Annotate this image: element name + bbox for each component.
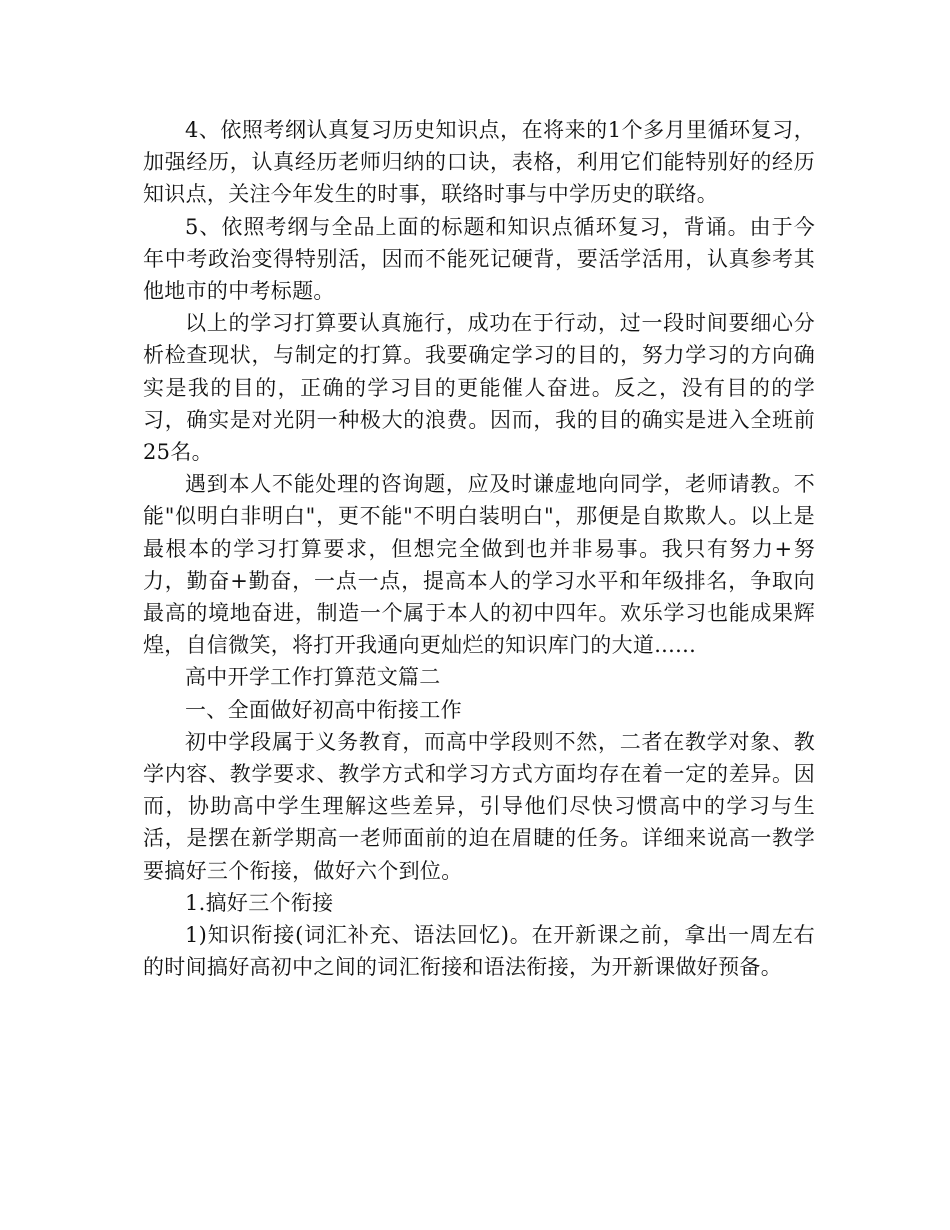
paragraph-study-goal: 以上的学习打算要认真施行，成功在于行动，过一段时间要细心分析检查现状，与制定的打算。我要确定学习的目的，努力学习的方向确实是我的目的，正确的学习目的更能催人奋进。反之，没有目的的学习，确实是对光阴一种极大的浪费。因而，我的目的确实是进入全班前25名。 [143,311,815,465]
paragraph-ask-questions: 遇到本人不能处理的咨询题，应及时谦虚地向同学，老师请教。不能"似明白非明白"，更不能"不明白装明白"，那便是自欺欺人。以上是最根本的学习打算要求，但想完全做到也并非易事。我只有努力+努力，勤奋+勤奋，一点一点，提高本人的学习水平和年级排名，争取向最高的境地奋进，制造一个属于本人的初中四年。欢乐学习也能成果辉煌，自信微笑，将打开我通向更灿烂的知识库门的大道...... [143,472,815,658]
document-page [143,114,815,983]
paragraph-review-politics: 5、依照考纲与全品上面的标题和知识点循环复习，背诵。由于今年中考政治变得特别活，因而不能死记硬背，要活学活用，认真参考其他地市的中考标题。 [143,214,815,304]
paragraph-transition-body: 初中学段属于义务教育，而高中学段则不然，二者在教学对象、教学内容、教学要求、教学方式和学习方式方面均存在着一定的差异。因而，协助高中学生理解这些差异，引导他们尽快习惯高中的学习与生活，是摆在新学期高一老师面前的迫在眉睫的任务。详细来说高一教学要搞好三个衔接，做好六个到位。 [143,729,815,883]
subheading-three-connections: 1.搞好三个衔接 [185,890,334,915]
paragraph-review-history: 4、依照考纲认真复习历史知识点，在将来的1个多月里循环复习，加强经历，认真经历老师归纳的口诀，表格，利用它们能特别好的经历知识点，关注今年发生的时事，联络时事与中学历史的联络。 [143,118,815,207]
section-heading-transition: 一、全面做好初高中衔接工作 [185,697,462,722]
paragraph-knowledge-connection: 1)知识衔接(词汇补充、语法回忆)。在开新课之前，拿出一周左右的时间搞好高初中之间的词汇衔接和语法衔接，为开新课做好预备。 [143,923,815,980]
section-heading-part-two: 高中开学工作打算范文篇二 [185,665,441,690]
